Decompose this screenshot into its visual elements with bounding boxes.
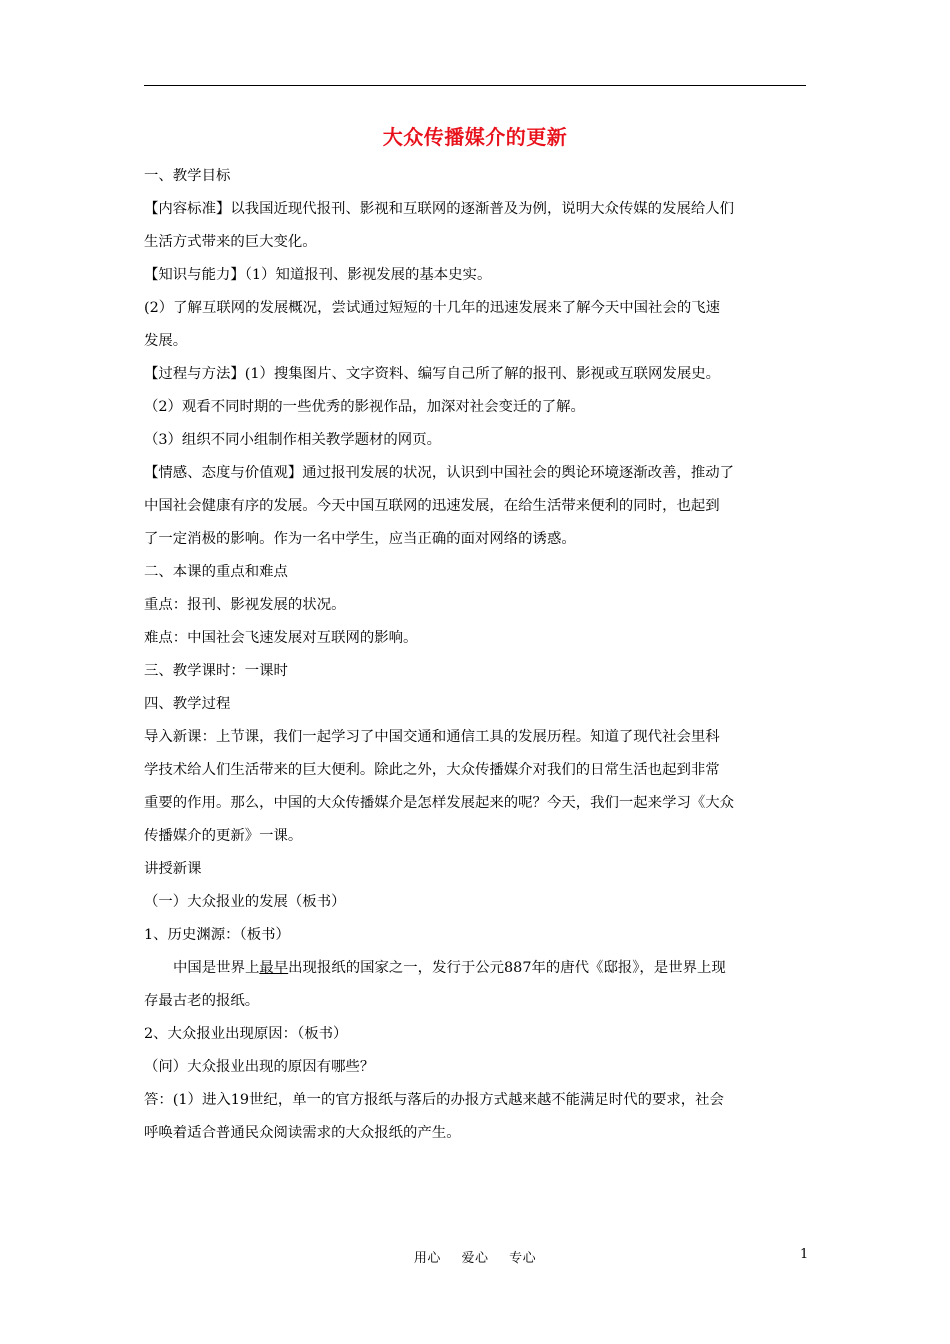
- body-line: 存最古老的报纸。: [144, 993, 260, 1009]
- body-line: 中国社会健康有序的发展。今天中国互联网的迅速发展，在给生活带来便利的同时，也起到: [144, 498, 720, 514]
- heading-class-hours: 三、教学课时：一课时: [144, 663, 288, 679]
- body-line-origin: [144, 952, 806, 985]
- header-rule: [144, 85, 806, 86]
- body-line: 答：(1）进入19世纪，单一的官方报纸与落后的办报方式越来越不能满足时代的要求，社会: [144, 1092, 724, 1108]
- heading-teaching-goals: 一、教学目标: [144, 168, 231, 184]
- body-line: 【过程与方法】(1）搜集图片、文字资料、编写自己所了解的报刊、影视或互联网发展史。: [144, 366, 721, 382]
- text-span: 出现报纸的国家之一，发行于公元887年的唐代《邸报》，是世界上现: [288, 960, 726, 976]
- section-heading: 讲授新课: [144, 861, 202, 877]
- footer-word: 爱心: [461, 1251, 489, 1266]
- body-line: （问）大众报业出现的原因有哪些？: [144, 1059, 375, 1075]
- body-line: 学技术给人们生活带来的巨大便利。除此之外，大众传播媒介对我们的日常生活也起到非常: [144, 762, 720, 778]
- body-line: 导入新课：上节课，我们一起学习了中国交通和通信工具的发展历程。知道了现代社会里科: [144, 729, 720, 745]
- body-line: 传播媒介的更新》一课。: [144, 828, 303, 844]
- body-line: 重点：报刊、影视发展的状况。: [144, 597, 346, 613]
- section-heading: 1、历史渊源：（板书）: [144, 927, 290, 943]
- heading-key-points: 二、本课的重点和难点: [144, 564, 288, 580]
- text-span: 中国是世界上: [173, 960, 260, 976]
- body-line: 呼唤着适合普通民众阅读需求的大众报纸的产生。: [144, 1125, 461, 1141]
- body-line: 发展。: [144, 333, 188, 349]
- body-line: 生活方式带来的巨大变化。: [144, 234, 317, 250]
- footer-word: 用心: [413, 1251, 441, 1266]
- body-line: 【知识与能力】（1）知道报刊、影视发展的基本史实。: [144, 267, 492, 283]
- page-number: 1: [800, 1247, 809, 1262]
- body-line: 了一定消极的影响。作为一名中学生，应当正确的面对网络的诱惑。: [144, 531, 576, 547]
- section-heading: 2、大众报业出现原因：（板书）: [144, 1026, 348, 1042]
- heading-teaching-process: 四、教学过程: [144, 696, 231, 712]
- body-line: 【情感、态度与价值观】通过报刊发展的状况，认识到中国社会的舆论环境逐渐改善，推动了: [144, 465, 735, 481]
- body-line: （2）观看不同时期的一些优秀的影视作品，加深对社会变迁的了解。: [144, 399, 585, 415]
- body-line: (2）了解互联网的发展概况，尝试通过短短的十几年的迅速发展来了解今天中国社会的飞速: [144, 300, 721, 316]
- section-heading: （一）大众报业的发展（板书）: [144, 894, 346, 910]
- underlined-text: 最早: [259, 960, 289, 976]
- document-body: [144, 160, 806, 1150]
- body-line: 难点：中国社会飞速发展对互联网的影响。: [144, 630, 418, 646]
- body-line: 重要的作用。那么，中国的大众传播媒介是怎样发展起来的呢？今天，我们一起来学习《大众: [144, 795, 735, 811]
- document-title: 大众传播媒介的更新: [382, 125, 568, 149]
- body-line: 【内容标准】以我国近现代报刊、影视和互联网的逐渐普及为例，说明大众传媒的发展给人们: [144, 201, 735, 217]
- footer-word: 专心: [509, 1251, 537, 1266]
- body-line: （3）组织不同小组制作相关教学题材的网页。: [144, 432, 441, 448]
